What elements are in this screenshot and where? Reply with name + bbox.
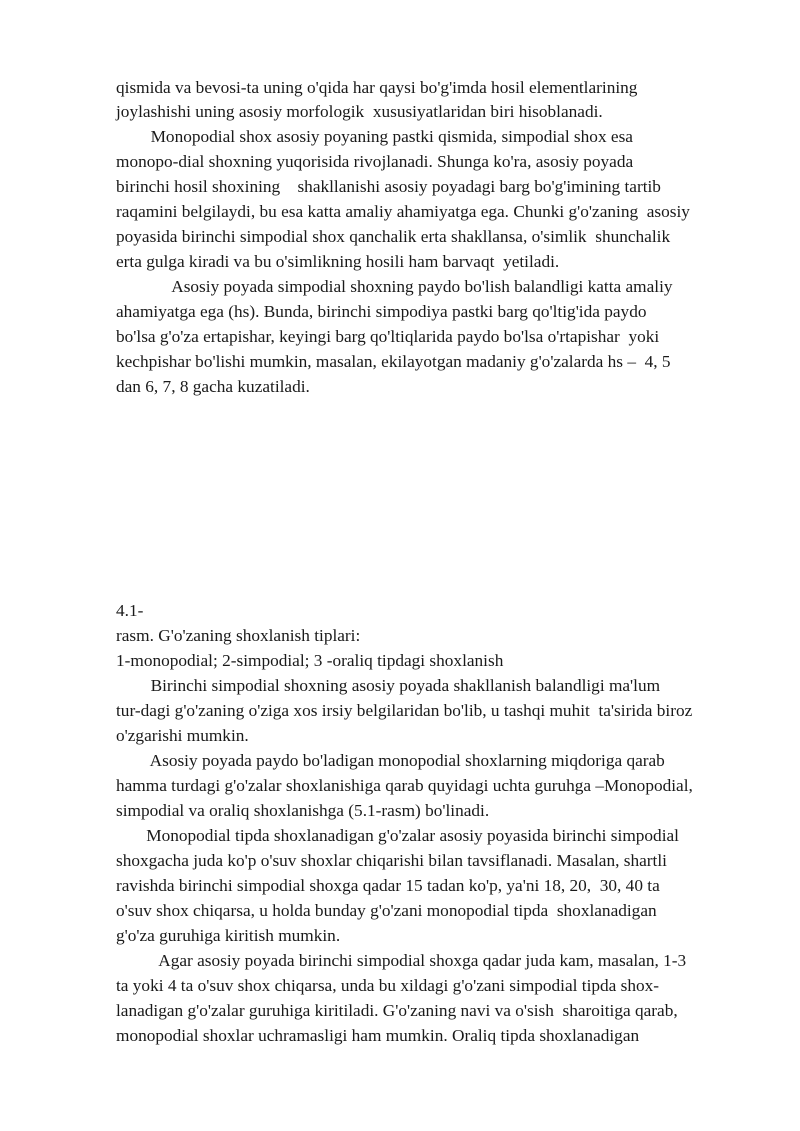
text-line: ravishda birinchi simpodial shoxga qadar 15 tadan ko'p, ya'ni 18, 20, 30, 40 ta bbox=[116, 876, 660, 895]
text-line: tur-dagi g'o'zaning o'ziga xos irsiy belgilaridan bo'lib, u tashqi muhit ta'sirida biroz bbox=[116, 701, 693, 720]
text-line: shoxgacha juda ko'p o'suv shoxlar chiqarishi bilan tavsiflanadi. Masalan, shartli bbox=[116, 851, 667, 870]
text-line: ta yoki 4 ta o'suv shox chiqarsa, unda bu xildagi g'o'zani simpodial tipda shox- bbox=[116, 976, 660, 995]
figure-caption-number: 4.1- bbox=[116, 601, 144, 620]
text-line: joylashishi uning asosiy morfologik xususiyatlaridan biri hisoblanadi. bbox=[116, 102, 603, 121]
text-line: o'suv shox chiqarsa, u holda bunday g'o'zani monopodial tipda shoxlanadigan bbox=[116, 901, 657, 920]
text-line: kechpishar bo'lishi mumkin, masalan, ekilayotgan madaniy g'o'zalarda hs – 4, 5 bbox=[116, 352, 671, 371]
text-line: lanadigan g'o'zalar guruhiga kiritiladi. G'o'zaning navi va o'sish sharoitiga qarab, bbox=[116, 1001, 678, 1020]
text-line: poyasida birinchi simpodial shox qanchalik erta shakllansa, o'simlik shunchalik bbox=[116, 227, 671, 246]
figure-caption-legend: 1-monopodial; 2-simpodial; 3 -oraliq tipdagi shoxlanish bbox=[116, 651, 504, 670]
text-line: Birinchi simpodial shoxning asosiy poyada shakllanish balandligi ma'lum bbox=[116, 676, 661, 695]
text-line: qismida va bevosi-ta uning o'qida har qaysi bo'g'imda hosil elementlarining bbox=[116, 78, 638, 97]
text-line: dan 6, 7, 8 gacha kuzatiladi. bbox=[116, 377, 310, 396]
text-line: hamma turdagi g'o'zalar shoxlanishiga qarab quyidagi uchta guruhga –Monopodial, bbox=[116, 776, 693, 795]
text-line: Asosiy poyada simpodial shoxning paydo bo'lish balandligi katta amaliy bbox=[116, 277, 673, 296]
text-line: raqamini belgilaydi, bu esa katta amaliy ahamiyatga ega. Chunki g'o'zaning asosiy bbox=[116, 202, 690, 221]
text-line: Monopodial tipda shoxlanadigan g'o'zalar asosiy poyasida birinchi simpodial bbox=[116, 826, 679, 845]
text-line: Asosiy poyada paydo bo'ladigan monopodial shoxlarning miqdoriga qarab bbox=[116, 751, 665, 770]
text-line: monopodial shoxlar uchramasligi ham mumkin. Oraliq tipda shoxlanadigan bbox=[116, 1026, 640, 1045]
text-line: ahamiyatga ega (hs). Bunda, birinchi simpodiya pastki barg qo'ltig'ida paydo bbox=[116, 302, 647, 321]
text-line: Monopodial shox asosiy poyaning pastki qismida, simpodial shox esa bbox=[116, 127, 633, 146]
text-line: Agar asosiy poyada birinchi simpodial shoxga qadar juda kam, masalan, 1-3 bbox=[116, 951, 687, 970]
text-line: simpodial va oraliq shoxlanishga (5.1-rasm) bo'linadi. bbox=[116, 801, 490, 820]
text-line: birinchi hosil shoxining shakllanishi asosiy poyadagi barg bo'g'imining tartib bbox=[116, 177, 661, 196]
text-line: bo'lsa g'o'za ertapishar, keyingi barg qo'ltiqlarida paydo bo'lsa o'rtapishar yoki bbox=[116, 327, 660, 346]
text-line: o'zgarishi mumkin. bbox=[116, 726, 249, 745]
text-line: g'o'za guruhiga kiritish mumkin. bbox=[116, 926, 341, 945]
text-line: monopo-dial shoxning yuqorisida rivojlanadi. Shunga ko'ra, asosiy poyada bbox=[116, 152, 634, 171]
figure-placeholder bbox=[116, 405, 756, 590]
figure-caption-title: rasm. G'o'zaning shoxlanish tiplari: bbox=[116, 626, 361, 645]
text-line: erta gulga kiradi va bu o'simlikning hosili ham barvaqt yetiladi. bbox=[116, 252, 560, 271]
